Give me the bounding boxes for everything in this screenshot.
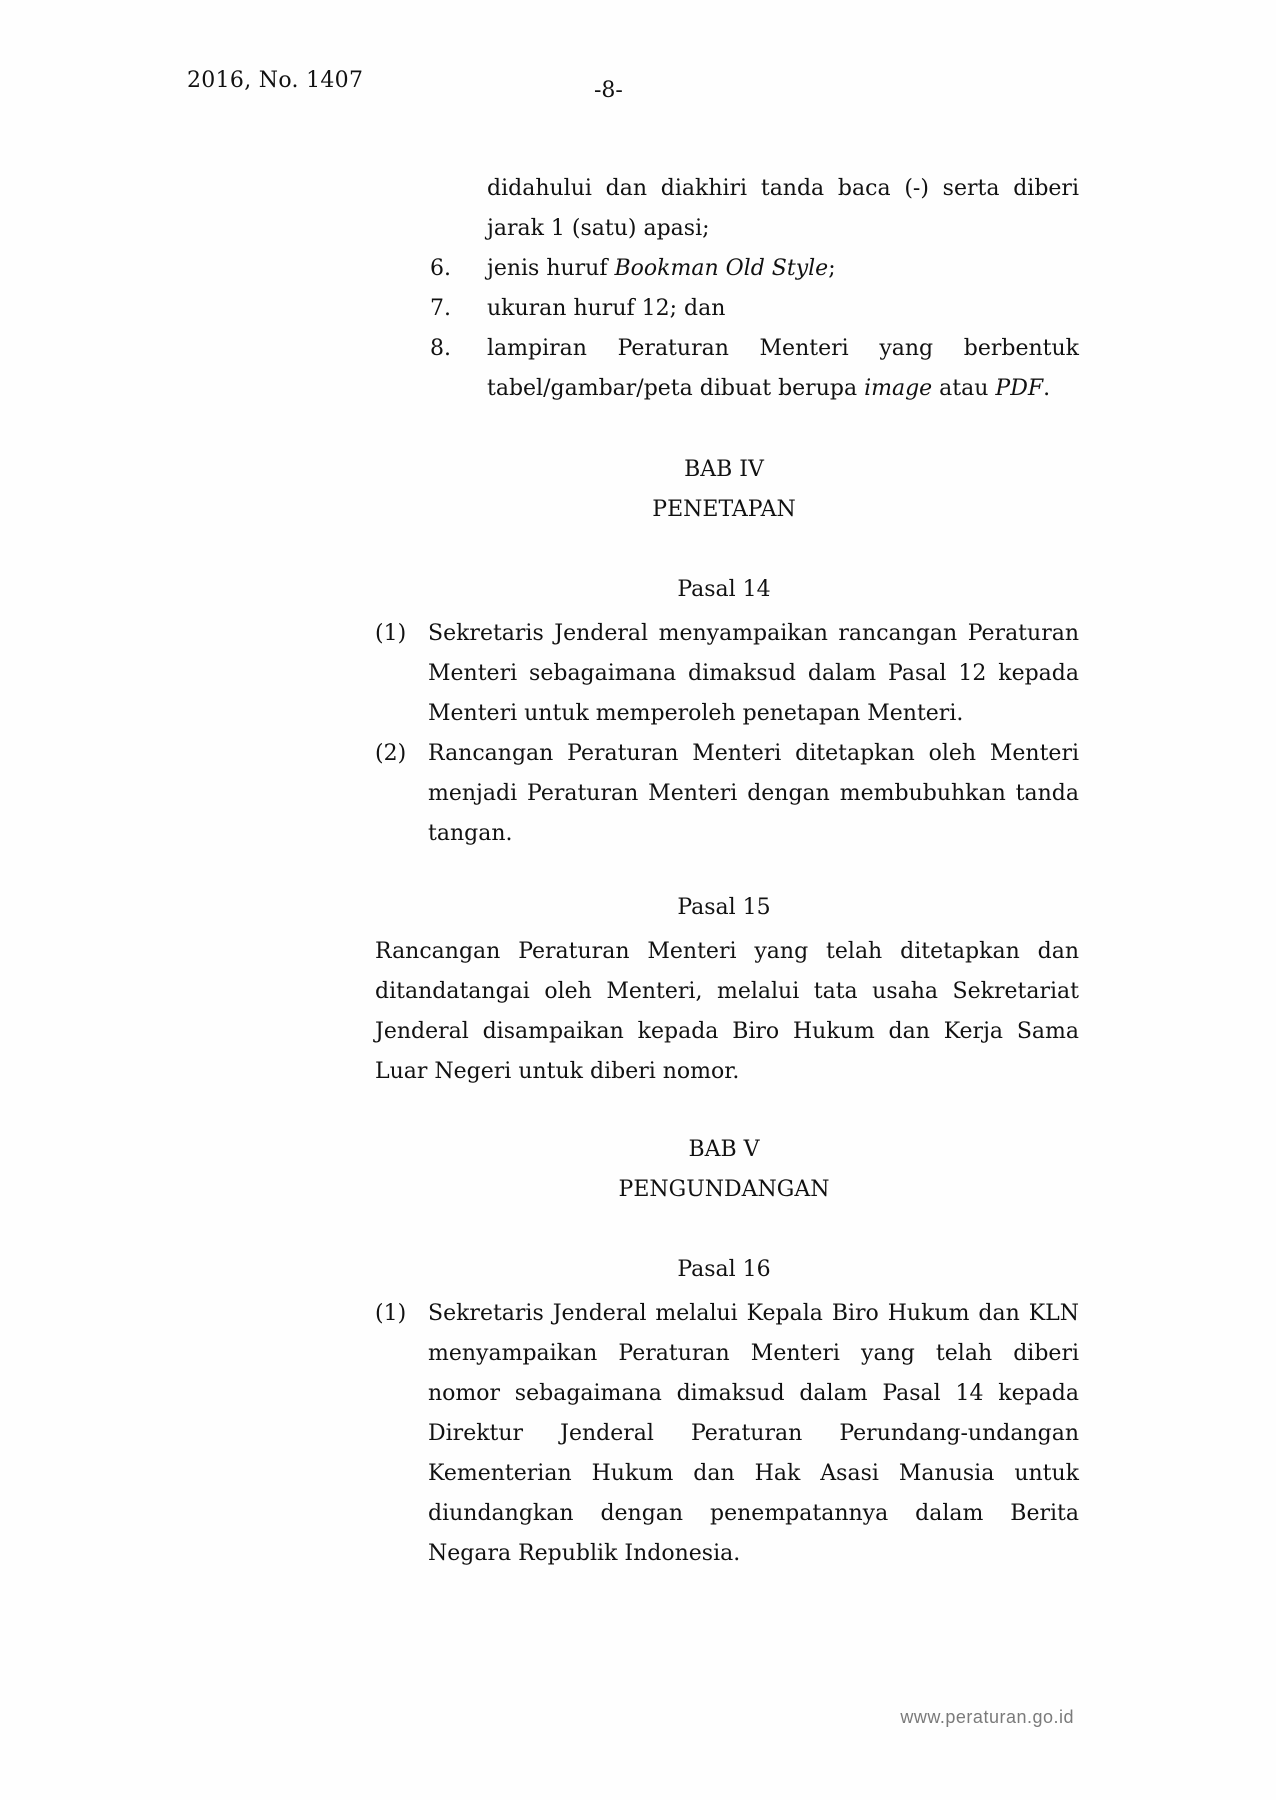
list-item-text: lampiran Peraturan Menteri yang berbentuk tabel/gambar/peta dibuat berupa image atau PDF. <box>487 336 1079 401</box>
paragraph-text: Sekretaris Jenderal menyampaikan rancangan Peraturan Menteri sebagaimana dimaksud dalam Pasal 12 kepada Menteri untuk memperoleh penetapan Menteri. <box>428 621 1079 726</box>
list-item <box>430 289 1079 329</box>
chapter-title: BAB V <box>688 1137 760 1162</box>
paragraph-number: (1) <box>375 621 407 646</box>
list-item-continuation: didahului dan diakhiri tanda baca (-) serta diberi jarak 1 (satu) apasi; <box>487 176 1079 241</box>
page-number: -8- <box>594 78 623 103</box>
paragraph-text: Sekretaris Jenderal melalui Kepala Biro Hukum dan KLN menyampaikan Peraturan Menteri yang telah diberi nomor sebagaimana dimaksud dalam Pasal 14 kepada Direktur Jenderal Peraturan Perundang-undangan Kementerian Hukum dan Hak Asasi Manusia untuk diundangkan dengan penempatannya dalam Berita Negara Republik Indonesia. <box>428 1301 1079 1566</box>
chapter-subtitle: PENETAPAN <box>652 497 796 522</box>
article-title: Pasal 16 <box>677 1257 771 1282</box>
list-item-text: jenis huruf Bookman Old Style; <box>487 256 836 281</box>
paragraph-number: (1) <box>375 1301 407 1326</box>
chapter-subtitle: PENGUNDANGAN <box>618 1177 830 1202</box>
paragraph-number: (2) <box>375 741 407 766</box>
paragraph-text: Rancangan Peraturan Menteri ditetapkan oleh Menteri menjadi Peraturan Menteri dengan membubuhkan tanda tangan. <box>428 741 1079 846</box>
list-item-number: 7. <box>430 296 451 321</box>
chapter-title: BAB IV <box>684 457 764 482</box>
source-website-link[interactable]: www.peraturan.go.id <box>900 1707 1074 1727</box>
list-item <box>430 329 1079 409</box>
list-item-text: ukuran huruf 12; dan <box>487 296 726 321</box>
article-title: Pasal 14 <box>677 577 771 602</box>
list-item-number: 8. <box>430 336 451 361</box>
list-item-number: 6. <box>430 256 451 281</box>
article-title: Pasal 15 <box>677 895 771 920</box>
article-body: Rancangan Peraturan Menteri yang telah ditetapkan dan ditandatangai oleh Menteri, melalui tata usaha Sekretariat Jenderal disampaikan kepada Biro Hukum dan Kerja Sama Luar Negeri untuk diberi nomor. <box>375 939 1079 1084</box>
document-reference: 2016, No. 1407 <box>187 68 364 93</box>
list-item <box>430 249 1079 289</box>
